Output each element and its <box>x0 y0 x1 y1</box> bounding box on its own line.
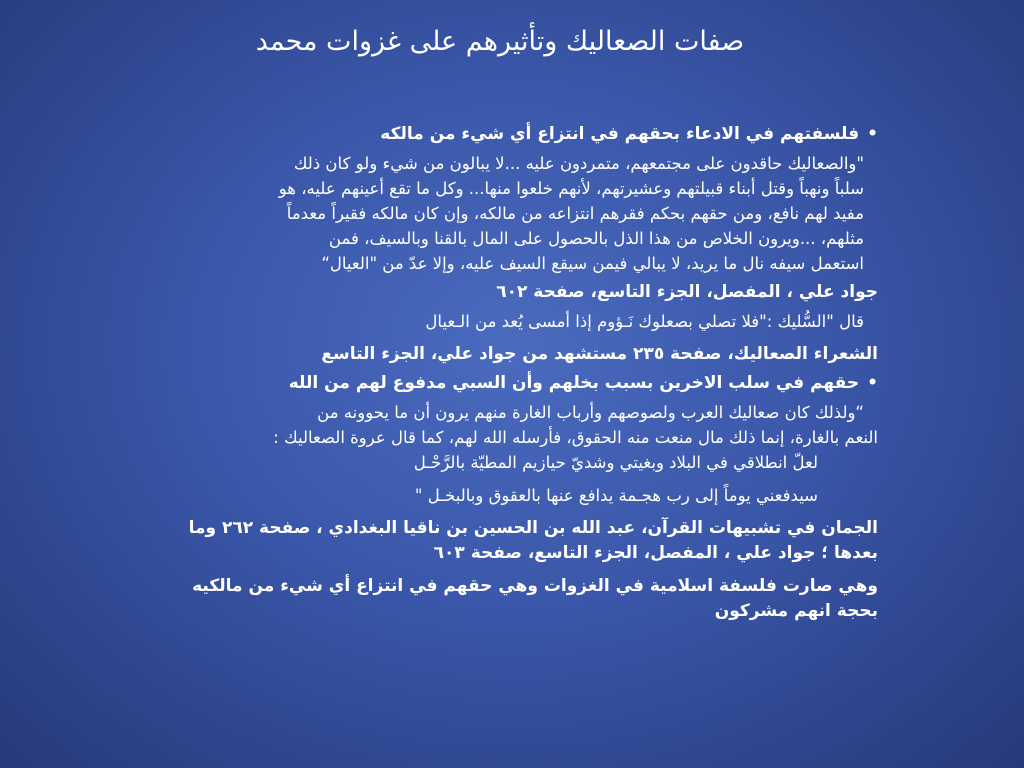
conclusion-line: وهي صارت فلسفة اسلامية في الغزوات وهي حقهم في انتزاع أي شيء من مالكيه <box>192 576 878 596</box>
section2-source <box>100 516 878 566</box>
section1-source: جواد علي ، المفصل، الجزء التاسع، صفحة ٦٠٢ <box>496 282 878 302</box>
slide-body <box>100 122 878 624</box>
quote-line: سيدفعني يوماً إلى رب هجـمة يدافع عنها بالعقوق وبالبخـل " <box>414 486 818 505</box>
quote-line: مفيد لهم نافع، ومن حقهم بحكم فقرهم انتزاعه من مالكه، وإن كان مالكه فقيراً معدماً <box>286 204 864 223</box>
quote-line: النعم بالغارة، إنما ذلك مال منعت منه الحقوق، فأرسله الله لهم، كما قال عروة الصعاليك : <box>273 428 878 447</box>
source-line: بعدها ؛ جواد علي ، المفصل، الجزء التاسع، صفحة ٦٠٣ <box>433 543 878 563</box>
quote-line: "والصعاليك حاقدون على مجتمعهم، متمردون عليه ...لا يبالون من شيء ولو كان ذلك <box>293 154 864 173</box>
conclusion <box>100 574 878 624</box>
slide-title: صفات الصعاليك وتأثيرهم على غزوات محمد <box>255 26 745 57</box>
section2-quote <box>100 400 878 508</box>
section1-quote <box>100 151 878 276</box>
section1-heading: • فلسفتهم في الادعاء بحقهم في انتزاع أي شيء من مالكه <box>100 122 878 147</box>
quote-line: لعلّ انطلاقي في البلاد وبغيتي وشديّ حيازيم المطيّة بالرَّحْـل <box>413 453 818 472</box>
source-line: الجمان في تشبيهات القرآن، عبد الله بن الحسين بن ناقيا البغدادي ، صفحة ٢٦٢ وما <box>188 518 878 538</box>
quote-line: استعمل سيفه نال ما يريد، لا يبالي فيمن سيقع السيف عليه، وإلا عدّ من "العيال“ <box>321 254 864 273</box>
section1-poem-source: الشعراء الصعاليك، صفحة ٢٣٥ مستشهد من جواد علي، الجزء التاسع <box>321 344 878 364</box>
quote-line: سلباً ونهباً وقتل أبناء قبيلتهم وعشيرتهم، لأنهم خلعوا منها... وكل ما تقع أعينهم عليه، هو <box>278 179 864 198</box>
section1-poem: قال "السُّليك :"فلا تصلي بصعلوك نَـؤوم إذا أمسى يُعد من الـعيال <box>425 312 864 331</box>
section2-heading: • حقهم في سلب الاخرين بسبب بخلهم وأن السبي مدفوع لهم من الله <box>100 371 878 396</box>
conclusion-line: بحجة انهم مشركون <box>714 601 878 621</box>
quote-line: مثلهم، ...ويرون الخلاص من هذا الذل بالحصول على المال بالقنا وبالسيف، فمن <box>328 229 864 248</box>
quote-line: “ولذلك كان صعاليك العرب ولصوصهم وأرباب الغارة منهم يرون أن ما يحوونه من <box>317 403 864 422</box>
